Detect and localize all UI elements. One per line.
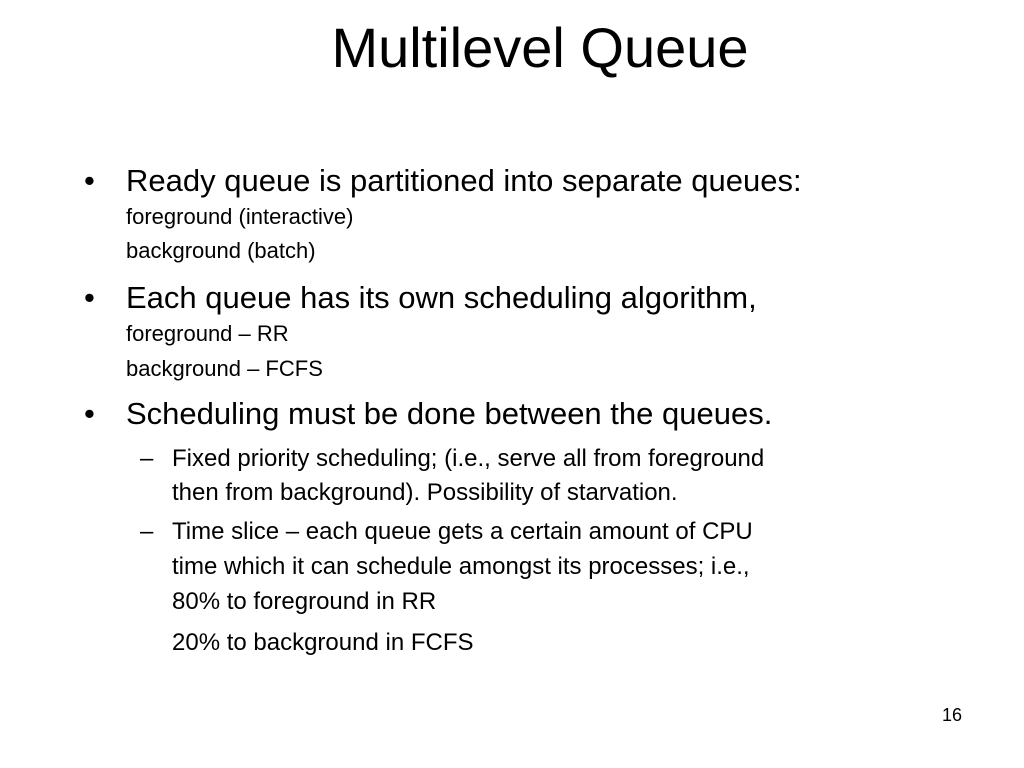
bullet-text: Ready queue is partitioned into separate queues: (126, 163, 802, 198)
bullet-text: Scheduling must be done between the queues. (126, 396, 773, 431)
sub-item-line: 80% to foreground in RR (172, 588, 437, 615)
bullet-marker: • (84, 280, 95, 315)
page-number: 16 (941, 705, 962, 725)
dash-marker: – (140, 445, 154, 472)
bullet-marker: • (84, 396, 95, 431)
sub-item-line: then from background). Possibility of starvation. (172, 479, 678, 506)
bullet-ready-queue (84, 162, 802, 200)
slide-title: Multilevel Queue (331, 16, 749, 79)
bullet-scheduling-algorithm (84, 279, 757, 317)
sub-line-foreground-interactive: foreground (interactive) (126, 204, 354, 229)
bullet-between-queues (84, 395, 773, 433)
sub-line-foreground-rr: foreground – RR (126, 321, 289, 346)
sub-item-background-fcfs: 20% to background in FCFS (172, 629, 474, 656)
sub-item-fixed-priority (140, 442, 765, 476)
sub-item-text: Fixed priority scheduling; (i.e., serve all from foreground (172, 445, 765, 472)
dash-marker: – (140, 518, 154, 545)
sub-line-background-fcfs: background – FCFS (126, 356, 323, 381)
sub-line-background-batch: background (batch) (126, 238, 316, 263)
bullet-marker: • (84, 163, 95, 198)
bullet-text: Each queue has its own scheduling algorithm, (126, 280, 757, 315)
sub-item-time-slice (140, 515, 753, 549)
sub-item-line: time which it can schedule amongst its processes; i.e., (172, 553, 750, 580)
sub-item-text: Time slice – each queue gets a certain amount of CPU (172, 518, 753, 545)
